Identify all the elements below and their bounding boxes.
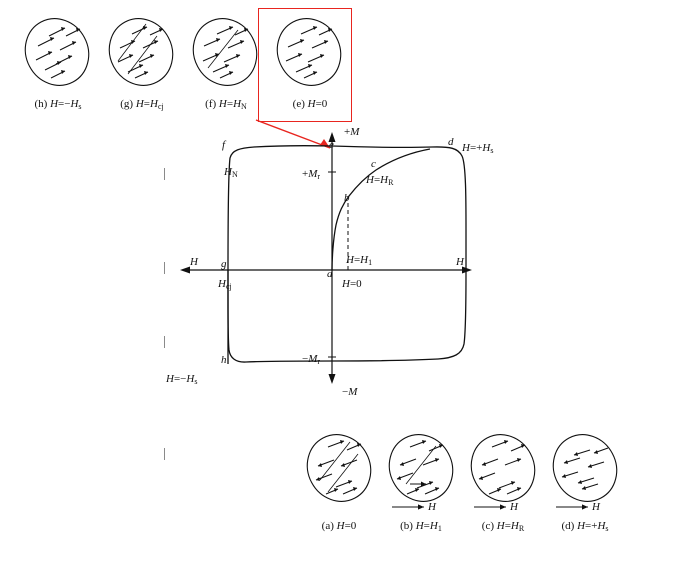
domain-ellipse-a [300,432,378,532]
margin-tick-3 [164,336,165,348]
margin-tick-2 [164,262,165,274]
domain-caption-f: (f) $H=H_N$ [205,98,247,111]
a-condition-label: H=0 [342,278,362,290]
minus-mr-label: $-M_r$ [302,353,321,366]
point-b-label: b [344,192,350,204]
h-condition-label: $H=-H_s$ [166,373,198,386]
domain-ellipse-d [546,432,624,533]
h-axis-right-label: H [456,256,464,268]
domain-caption-e: (e) H=0 [292,98,328,110]
domain-ellipse-h-svg [18,16,96,88]
c-condition-label: $H=H_R$ [366,174,394,187]
field-arrow-label-d: H [554,502,616,512]
domain-ellipse-g-svg [102,16,180,88]
minus-m-axis-label: −M [342,386,358,398]
plus-mr-label: $+M_r$ [302,168,321,181]
domain-ellipse-c [464,432,542,533]
domain-ellipse-c-svg [464,432,542,504]
domain-ellipse-g [102,16,180,111]
margin-tick-1 [164,168,165,180]
hn-label: $H_N$ [224,166,238,179]
domain-ellipse-f-svg [186,16,264,88]
b-condition-label: $H=H_1$ [346,254,373,267]
h-axis-left-label: H [190,256,198,268]
domain-ellipse-d-svg [546,432,624,504]
point-e-label: e [329,139,334,151]
domain-caption-g: (g) $H=H_{cj}$ [120,98,164,111]
margin-tick-4 [164,448,165,460]
point-a-label: a [327,268,333,280]
point-h-label: h [221,354,227,366]
domain-caption-h: (h) $H=-H_s$ [34,98,82,111]
domain-ellipse-h [18,16,96,111]
plus-m-axis-label: +M [344,126,360,138]
point-g-label: g [221,258,227,270]
domain-caption-d: (d) $H=+H_s$ [561,520,609,533]
point-c-label: c [371,158,376,170]
domain-ellipse-b [382,432,460,533]
domain-ellipse-b-svg [382,432,460,504]
domain-ellipse-f [186,16,264,111]
domain-caption-b: (b) $H=H_1$ [400,520,442,533]
point-d-label: d [448,136,454,148]
field-arrow-label-c: H [472,502,534,512]
field-arrow-label-b: H [390,502,452,512]
domain-ellipse-a-svg [300,432,378,504]
domain-caption-a: (a) H=0 [321,520,357,532]
domain-caption-c: (c) $H=H_R$ [481,520,525,533]
point-f-label: f [222,139,226,151]
d-condition-label: $H=+H_s$ [462,142,494,155]
hcj-label: $H_{cj}$ [218,278,232,291]
highlight-box-e [258,8,352,122]
